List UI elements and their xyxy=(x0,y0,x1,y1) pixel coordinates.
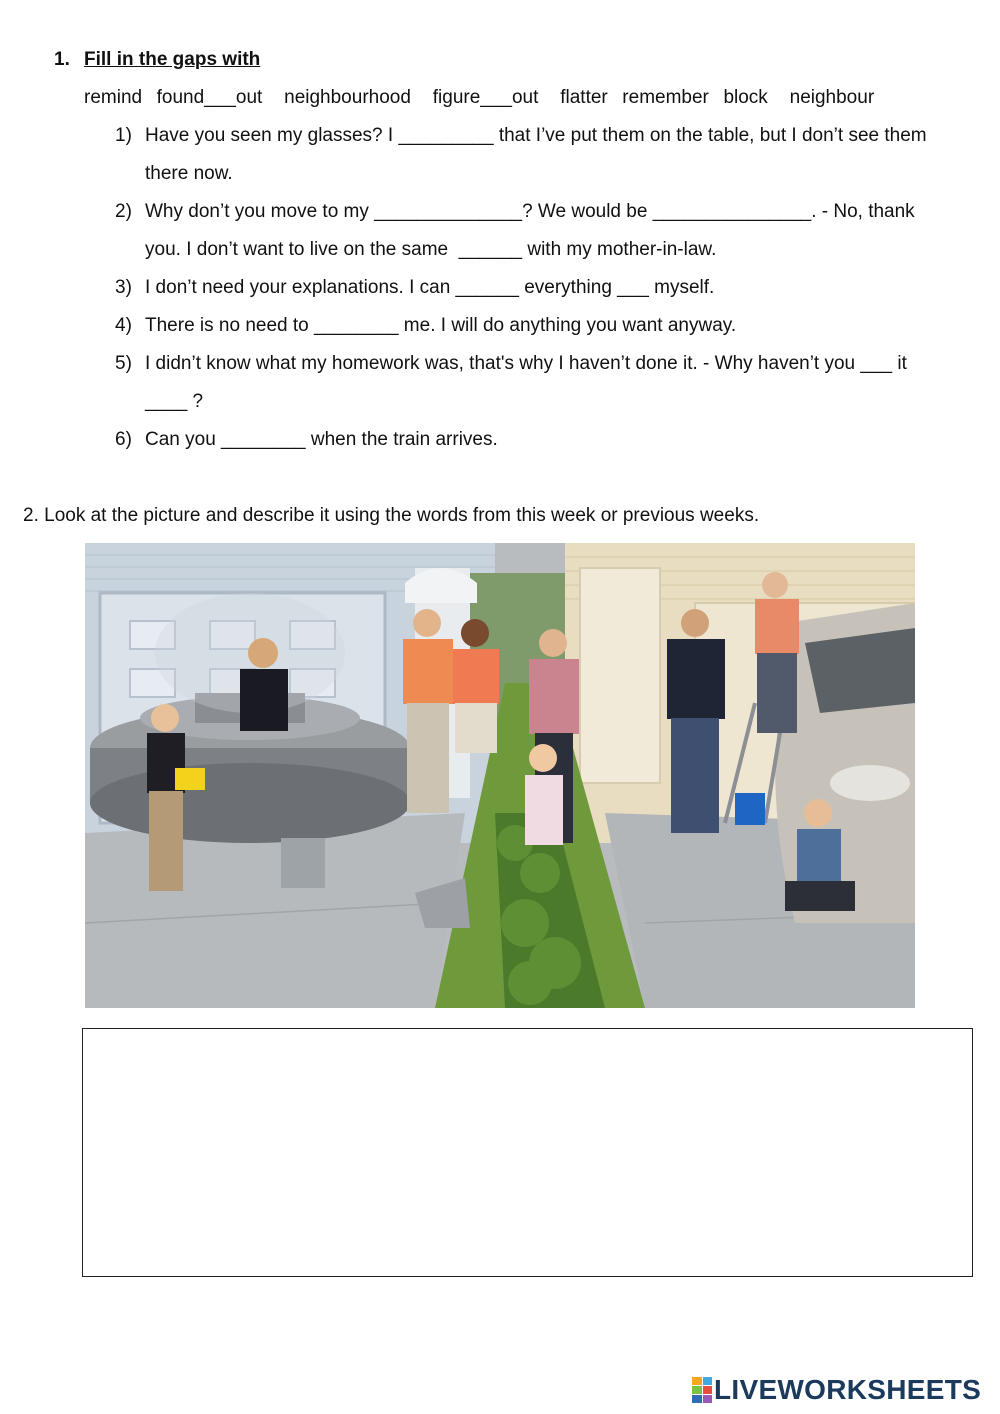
question-5-line-2: ____ ? xyxy=(145,391,204,412)
question-number: 5) xyxy=(115,353,132,374)
question-number: 2) xyxy=(115,201,132,222)
logo-block xyxy=(692,1377,702,1385)
liveworksheets-logo xyxy=(692,1374,981,1406)
logo-block xyxy=(703,1377,713,1385)
logo-block xyxy=(692,1386,702,1394)
task2-instruction: 2. Look at the picture and describe it using the words from this week or previous weeks. xyxy=(23,505,760,526)
question-number: 6) xyxy=(115,429,132,450)
description-answer-box[interactable] xyxy=(82,1028,973,1277)
question-number: 1) xyxy=(115,125,132,146)
question-number: 4) xyxy=(115,315,132,336)
task1-heading: Fill in the gaps with xyxy=(84,49,261,70)
neighbourhood-photo xyxy=(85,543,915,1008)
task1-number: 1. xyxy=(54,49,70,70)
question-2-line-1: Why don’t you move to my ______________? We would be _______________. - No, thank xyxy=(145,201,915,222)
question-number: 3) xyxy=(115,277,132,298)
question-2-line-2: you. I don’t want to live on the same ______ with my mother-in-law. xyxy=(145,239,717,260)
question-3-line-1: I don’t need your explanations. I can ______ everything ___ myself. xyxy=(145,277,715,298)
question-1-line-2: there now. xyxy=(145,163,233,184)
question-1-line-1: Have you seen my glasses? I _________ that I’ve put them on the table, but I don’t see them xyxy=(145,125,927,146)
logo-block xyxy=(692,1395,702,1403)
logo-text: LIVEWORKSHEETS xyxy=(714,1374,982,1405)
logo-block xyxy=(703,1386,713,1394)
question-5-line-1: I didn’t know what my homework was, that's why I haven’t done it. - Why haven’t you ___ it xyxy=(145,353,907,374)
liveworksheets-logo-icon xyxy=(692,1377,712,1403)
question-4-line-1: There is no need to ________ me. I will do anything you want anyway. xyxy=(145,315,737,336)
word-bank: remind found___out neighbourhood figure___out flatter remember block neighbour xyxy=(84,87,875,108)
question-6-line-1: Can you ________ when the train arrives. xyxy=(145,429,498,450)
logo-block xyxy=(703,1395,713,1403)
